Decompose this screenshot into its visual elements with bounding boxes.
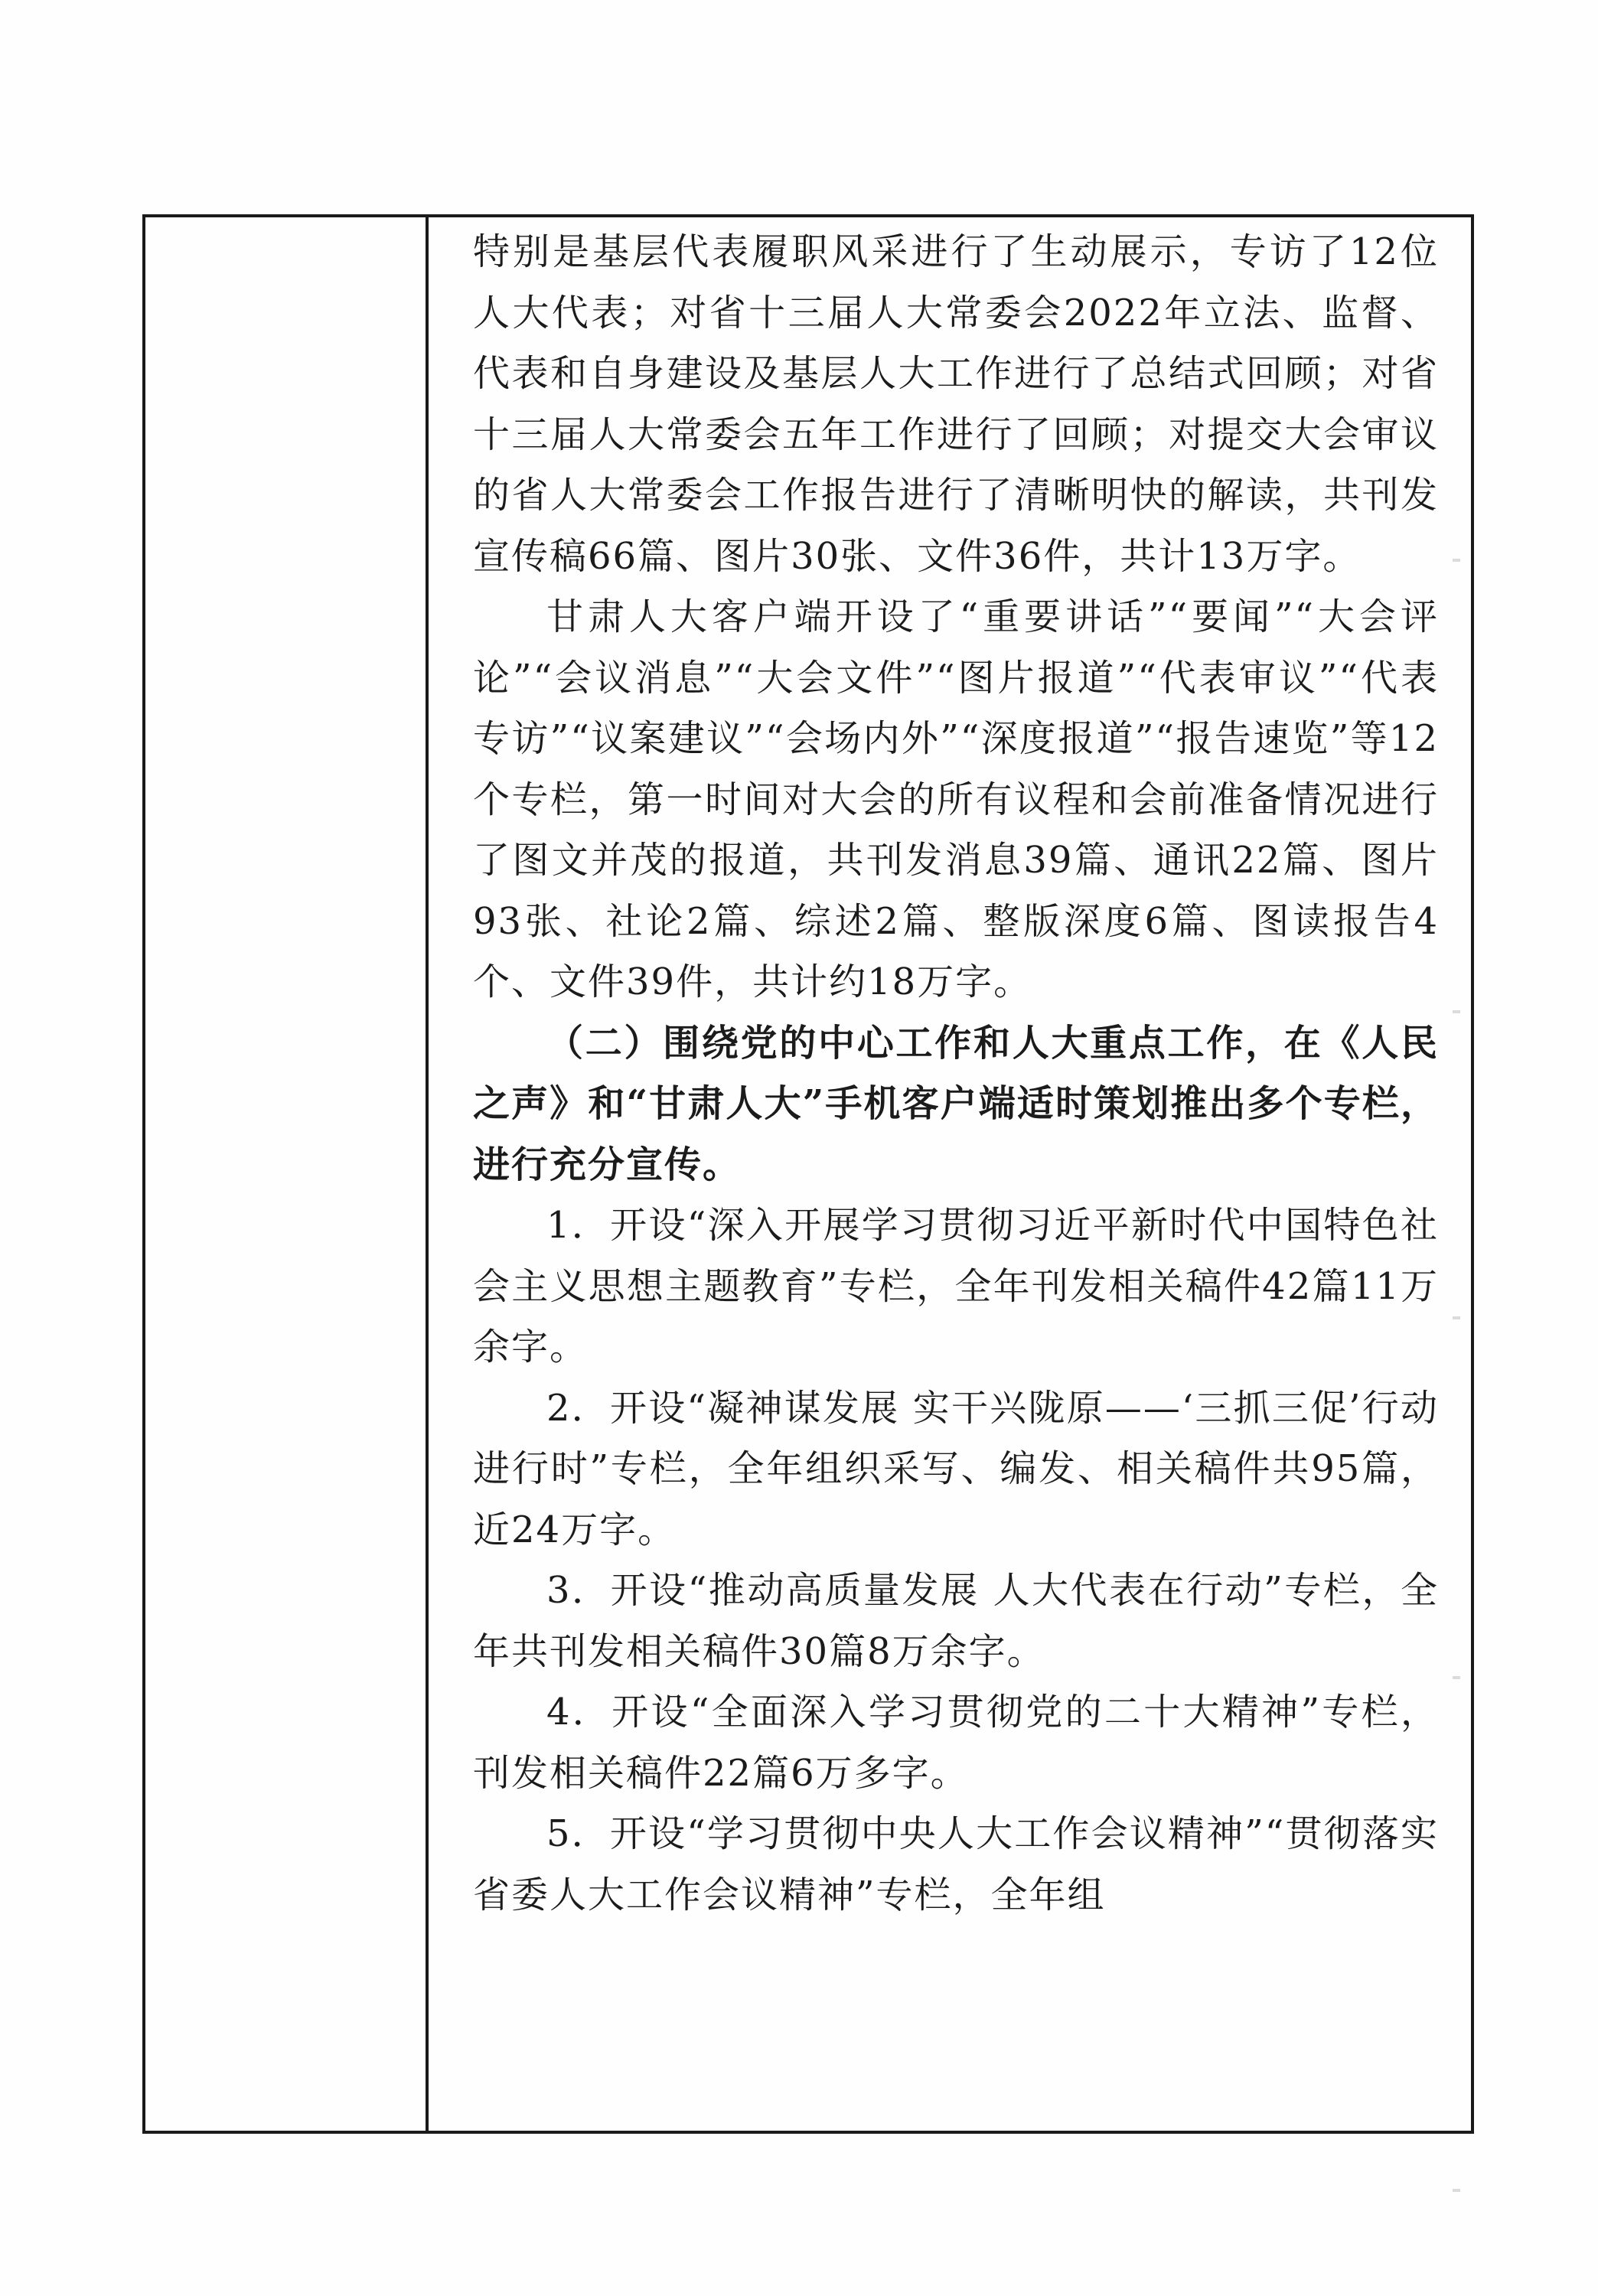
section-heading: （二）围绕党的中心工作和人大重点工作，在《人民之声》和“甘肃人大”手机客户端适时策划推出多个专栏，进行充分宣传。 [473, 1021, 1439, 1186]
paragraph-item-1: 1．开设“深入开展学习贯彻习近平新时代中国特色社会主义思想主题教育”专栏，全年刊发相关稿件42篇11万余字。 [473, 1204, 1439, 1368]
table-left-cell [145, 217, 429, 2131]
scan-margin-mark [1453, 1676, 1460, 1679]
paragraph-1: 特别是基层代表履职风采进行了生动展示，专访了12位人大代表；对省十三届人大常委会2022年立法、监督、代表和自身建设及基层人大工作进行了总结式回顾；对省十三届人大常委会五年工作进行了回顾；对提交大会审议的省人大常委会工作报告进行了清晰明快的解读，共刊发宣传稿66篇、图片30张、文件36件，共计13万字。 [473, 230, 1439, 578]
scan-margin-mark [1453, 2189, 1460, 2192]
scan-margin-mark [1453, 559, 1460, 562]
scan-margin-mark [1453, 1316, 1460, 1319]
paragraph-item-4: 4．开设“全面深入学习贯彻党的二十大精神”专栏，刊发相关稿件22篇6万多字。 [473, 1691, 1439, 1795]
paragraph-item-3: 3．开设“推动高质量发展 人大代表在行动”专栏，全年共刊发相关稿件30篇8万余字。 [473, 1569, 1439, 1673]
paragraph-item-5: 5．开设“学习贯彻中央人大工作会议精神”“贯彻落实省委人大工作会议精神”专栏，全年组 [473, 1812, 1439, 1916]
scan-margin-mark [1453, 1010, 1460, 1013]
body-text [473, 222, 1439, 1926]
paragraph-2: 甘肃人大客户端开设了“重要讲话”“要闻”“大会评论”“会议消息”“大会文件”“图片报道”“代表审议”“代表专访”“议案建议”“会场内外”“深度报道”“报告速览”等12个专栏，第一时间对大会的所有议程和会前准备情况进行了图文并茂的报道，共刊发消息39篇、通讯22篇、图片93张、社论2篇、综述2篇、整版深度6篇、图读报告4个、文件39件，共计约18万字。 [473, 595, 1439, 1003]
paragraph-item-2: 2．开设“凝神谋发展 实干兴陇原——‘三抓三促’行动进行时”专栏，全年组织采写、编发、相关稿件共95篇，近24万字。 [473, 1386, 1439, 1551]
